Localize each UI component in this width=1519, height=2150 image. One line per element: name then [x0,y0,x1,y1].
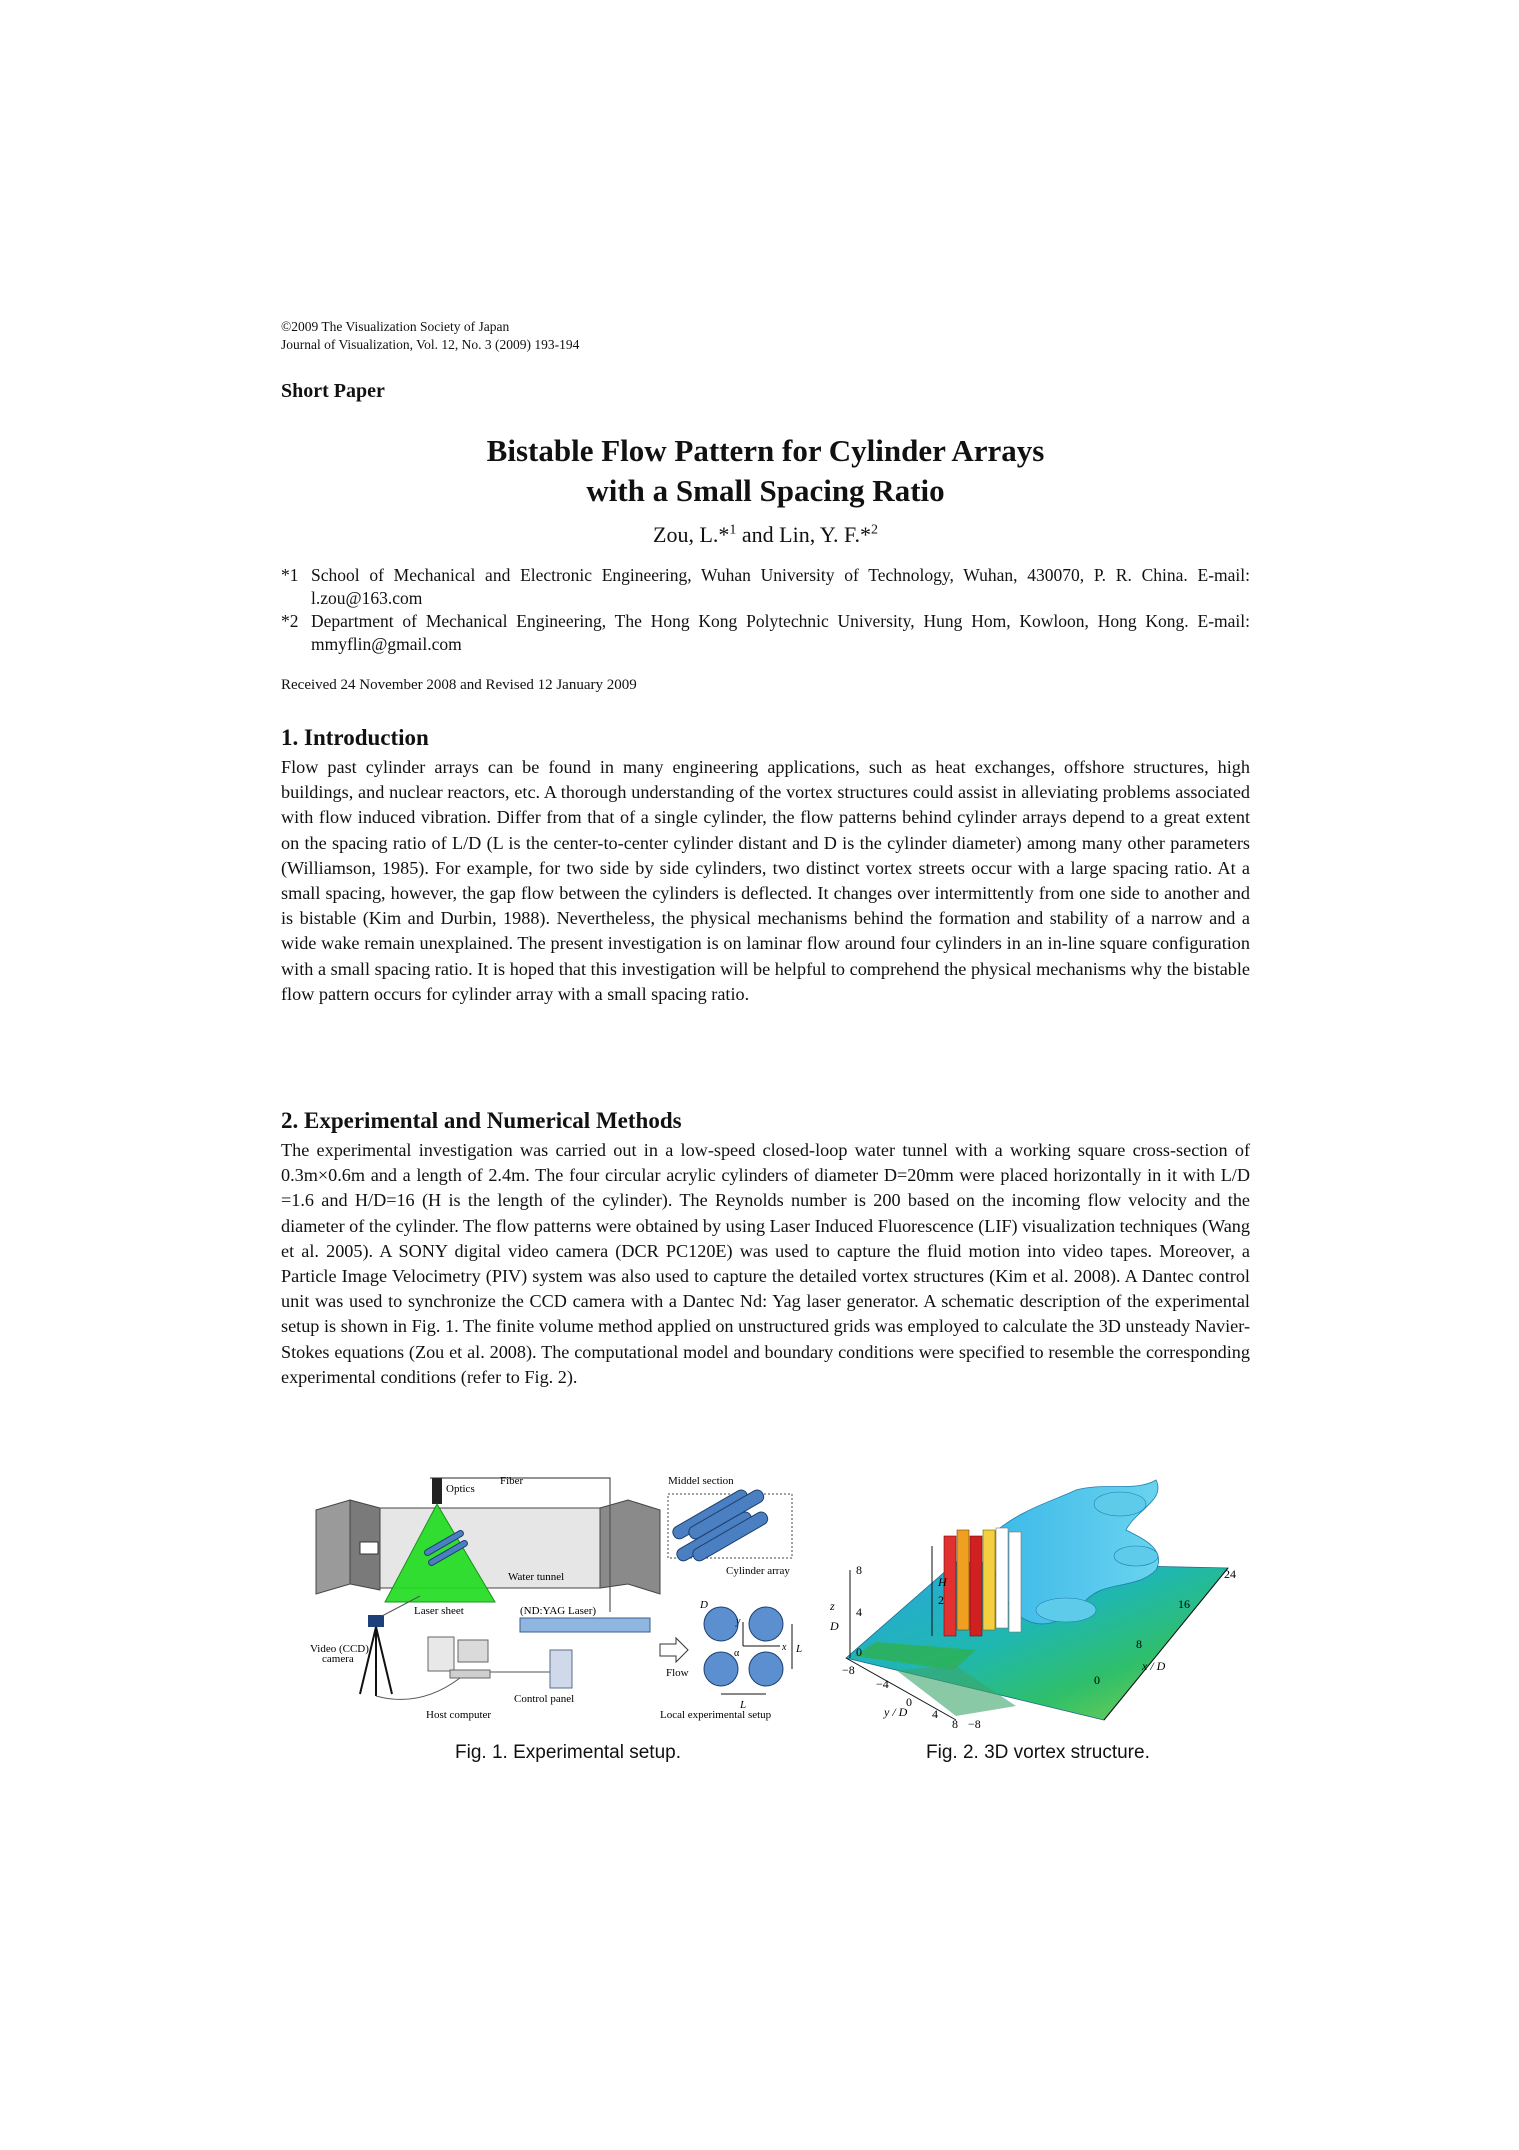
host-computer-label: Host computer [426,1709,492,1721]
affiliation-1 [281,564,1250,610]
introduction-body: Flow past cylinder arrays can be found in many engineering applications, such as heat exchanges, offshore structures, high buildings, and nuclear reactors, etc. A thorough understanding of the vortex structures could assist in alleviating problems associated with flow induced vibration. Differ from that of a single cylinder, the flow patterns behind cylinder arrays depend to a great extent on the spacing ratio of L/D (L is the center-to-center cylinder distant and D is the cylinder diameter) among many other parameters (Williamson, 1985). For example, for two side by side cylinders, two distinct vortex streets occur with a large spacing ratio. At a small spacing, however, the gap flow between the cylinders is deflected. It changes over intermittently from one side to another and is bistable (Kim and Durbin, 1988). Nevertheless, the physical mechanisms behind the formation and stability of a narrow and a wide wake remain unexplained. The present investigation is on laminar flow around four cylinders in an in-line square configuration with a small spacing ratio. It is hoped that this investigation will be helpful to comprehend the physical mechanisms why the bistable flow pattern occurs for cylinder array with a small spacing ratio. [281,757,1250,1004]
laser-generator-icon [520,1618,650,1632]
figure-1-caption: Fig. 1. Experimental setup. [455,1742,681,1763]
author-1-mark: 1 [729,522,737,538]
tunnel-left-end [316,1500,350,1594]
water-tunnel-label: Water tunnel [508,1571,565,1583]
affiliation-number: *2 [281,611,299,631]
copyright-line: ©2009 The Visualization Society of Japan [281,319,510,334]
middle-section-cylinder-array [668,1488,792,1563]
x-tick: 16 [1178,1597,1190,1611]
author-2: and Lin, Y. F.* [736,522,871,547]
spacing-symbol-right: L [796,1643,803,1655]
local-cylinder-cross-sections [704,1607,792,1694]
control-panel-icon [550,1650,572,1688]
camera-label-2: camera [322,1653,354,1665]
z-tick: 0 [856,1645,862,1659]
host-computer-icon [428,1637,490,1678]
affiliation-2 [281,610,1250,656]
optics-label: Optics [446,1483,475,1495]
z-axis-label-numerator: z [830,1599,835,1613]
cylinder-array-label: Cylinder array [726,1565,790,1577]
diameter-symbol: D [700,1599,708,1611]
y-tick: −8 [842,1663,855,1677]
x-axis-label: x / D [1142,1659,1166,1673]
flow-arrow-icon [660,1638,688,1662]
received-dates: Received 24 November 2008 and Revised 12 January 2009 [281,677,637,693]
height-label-denominator: 2 [938,1593,944,1607]
x-tick: 0 [1094,1673,1100,1687]
x-tick: 24 [1224,1567,1236,1581]
title-line-2: with a Small Spacing Ratio [586,473,945,508]
alpha-symbol: α [734,1648,740,1659]
laser-label: (ND:YAG Laser) [520,1605,597,1617]
y-tick: 4 [932,1707,938,1721]
section-heading-methods: 2. Experimental and Numerical Methods [281,1108,682,1133]
flow-label: Flow [666,1667,689,1679]
local-setup-label: Local experimental setup [660,1709,772,1721]
journal-citation: Journal of Visualization, Vol. 12, No. 3 (2009) 193-194 [281,337,580,352]
section-heading-introduction: 1. Introduction [281,725,429,750]
camera-label: Video (CCD) [310,1643,369,1655]
y-tick: 0 [906,1695,912,1709]
spacing-symbol-bottom: L [740,1699,747,1711]
y-tick: 8 [952,1717,958,1731]
optics-head-icon [432,1478,442,1504]
fiber-label: Fiber [500,1475,524,1487]
author-1: Zou, L.* [653,522,730,547]
affiliation-text: Department of Mechanical Engineering, The Hong Kong Polytechnic University, Hung Hom, Kowloon, Hong Kong. E-mail: mmyflin@gmail.com [311,611,1250,654]
x-tick: 8 [1136,1637,1142,1651]
y-axis-label: y / D [884,1705,908,1719]
z-tick: 4 [856,1605,862,1619]
x-axis-symbol: x [782,1642,787,1653]
figure-2-vortex-structure [830,1470,1246,1732]
x-tick: −8 [968,1717,981,1731]
paper-type-label: Short Paper [281,380,385,402]
authors [281,522,1250,548]
z-tick: 8 [856,1563,862,1577]
z-axis-label-denominator: D [830,1619,839,1633]
methods-body: The experimental investigation was carried out in a low-speed closed-loop water tunnel with a working square cross-section of 0.3m×0.6m and a length of 2.4m. The four circular acrylic cylinders of diameter D=20mm were placed horizontally in it with L/D =1.6 and H/D=16 (H is the length of the cylinder). The Reynolds number is 200 based on the incoming flow velocity and the diameter of the cylinder. The flow patterns were obtained by using Laser Induced Fluorescence (LIF) visualization techniques (Wang et al. 2005). A SONY digital video camera (DCR PC120E) was used to capture the fluid motion into video tapes. Moreover, a Particle Image Velocimetry (PIV) system was also used to capture the detailed vortex structures (Kim et al. 2008). A Dantec control unit was used to synchronize the CCD camera with a Dantec Nd: Yag laser generator. A schematic description of the experimental setup is shown in Fig. 1. The finite volume method applied on unstructured grids was employed to calculate the 3D unsteady Navier-Stokes equations (Zou et al. 2008). The computational model and boundary conditions were specified to resemble the corresponding experimental conditions (refer to Fig. 2). [281,1140,1250,1387]
control-panel-label: Control panel [514,1693,575,1705]
middle-section-label: Middel section [668,1475,734,1487]
author-2-mark: 2 [870,522,878,538]
paper-title [281,431,1250,511]
affiliation-number: *1 [281,565,299,585]
y-axis-symbol: y [736,1616,741,1627]
figure-2-caption: Fig. 2. 3D vortex structure. [926,1742,1150,1763]
laser-sheet-label: Laser sheet [414,1605,464,1617]
figure-1-experimental-setup [310,1472,810,1734]
flow-inlet-arrow-icon [360,1542,378,1554]
tunnel-right-end [600,1500,660,1594]
affiliation-text: School of Mechanical and Electronic Engineering, Wuhan University of Technology, Wuhan, 430070, P. R. China. E-mail: l.zou@163.com [311,565,1250,608]
ccd-camera-icon [360,1615,392,1696]
height-label-numerator: H [938,1575,947,1589]
title-line-1: Bistable Flow Pattern for Cylinder Arrays [486,433,1045,468]
y-tick: −4 [876,1677,889,1691]
